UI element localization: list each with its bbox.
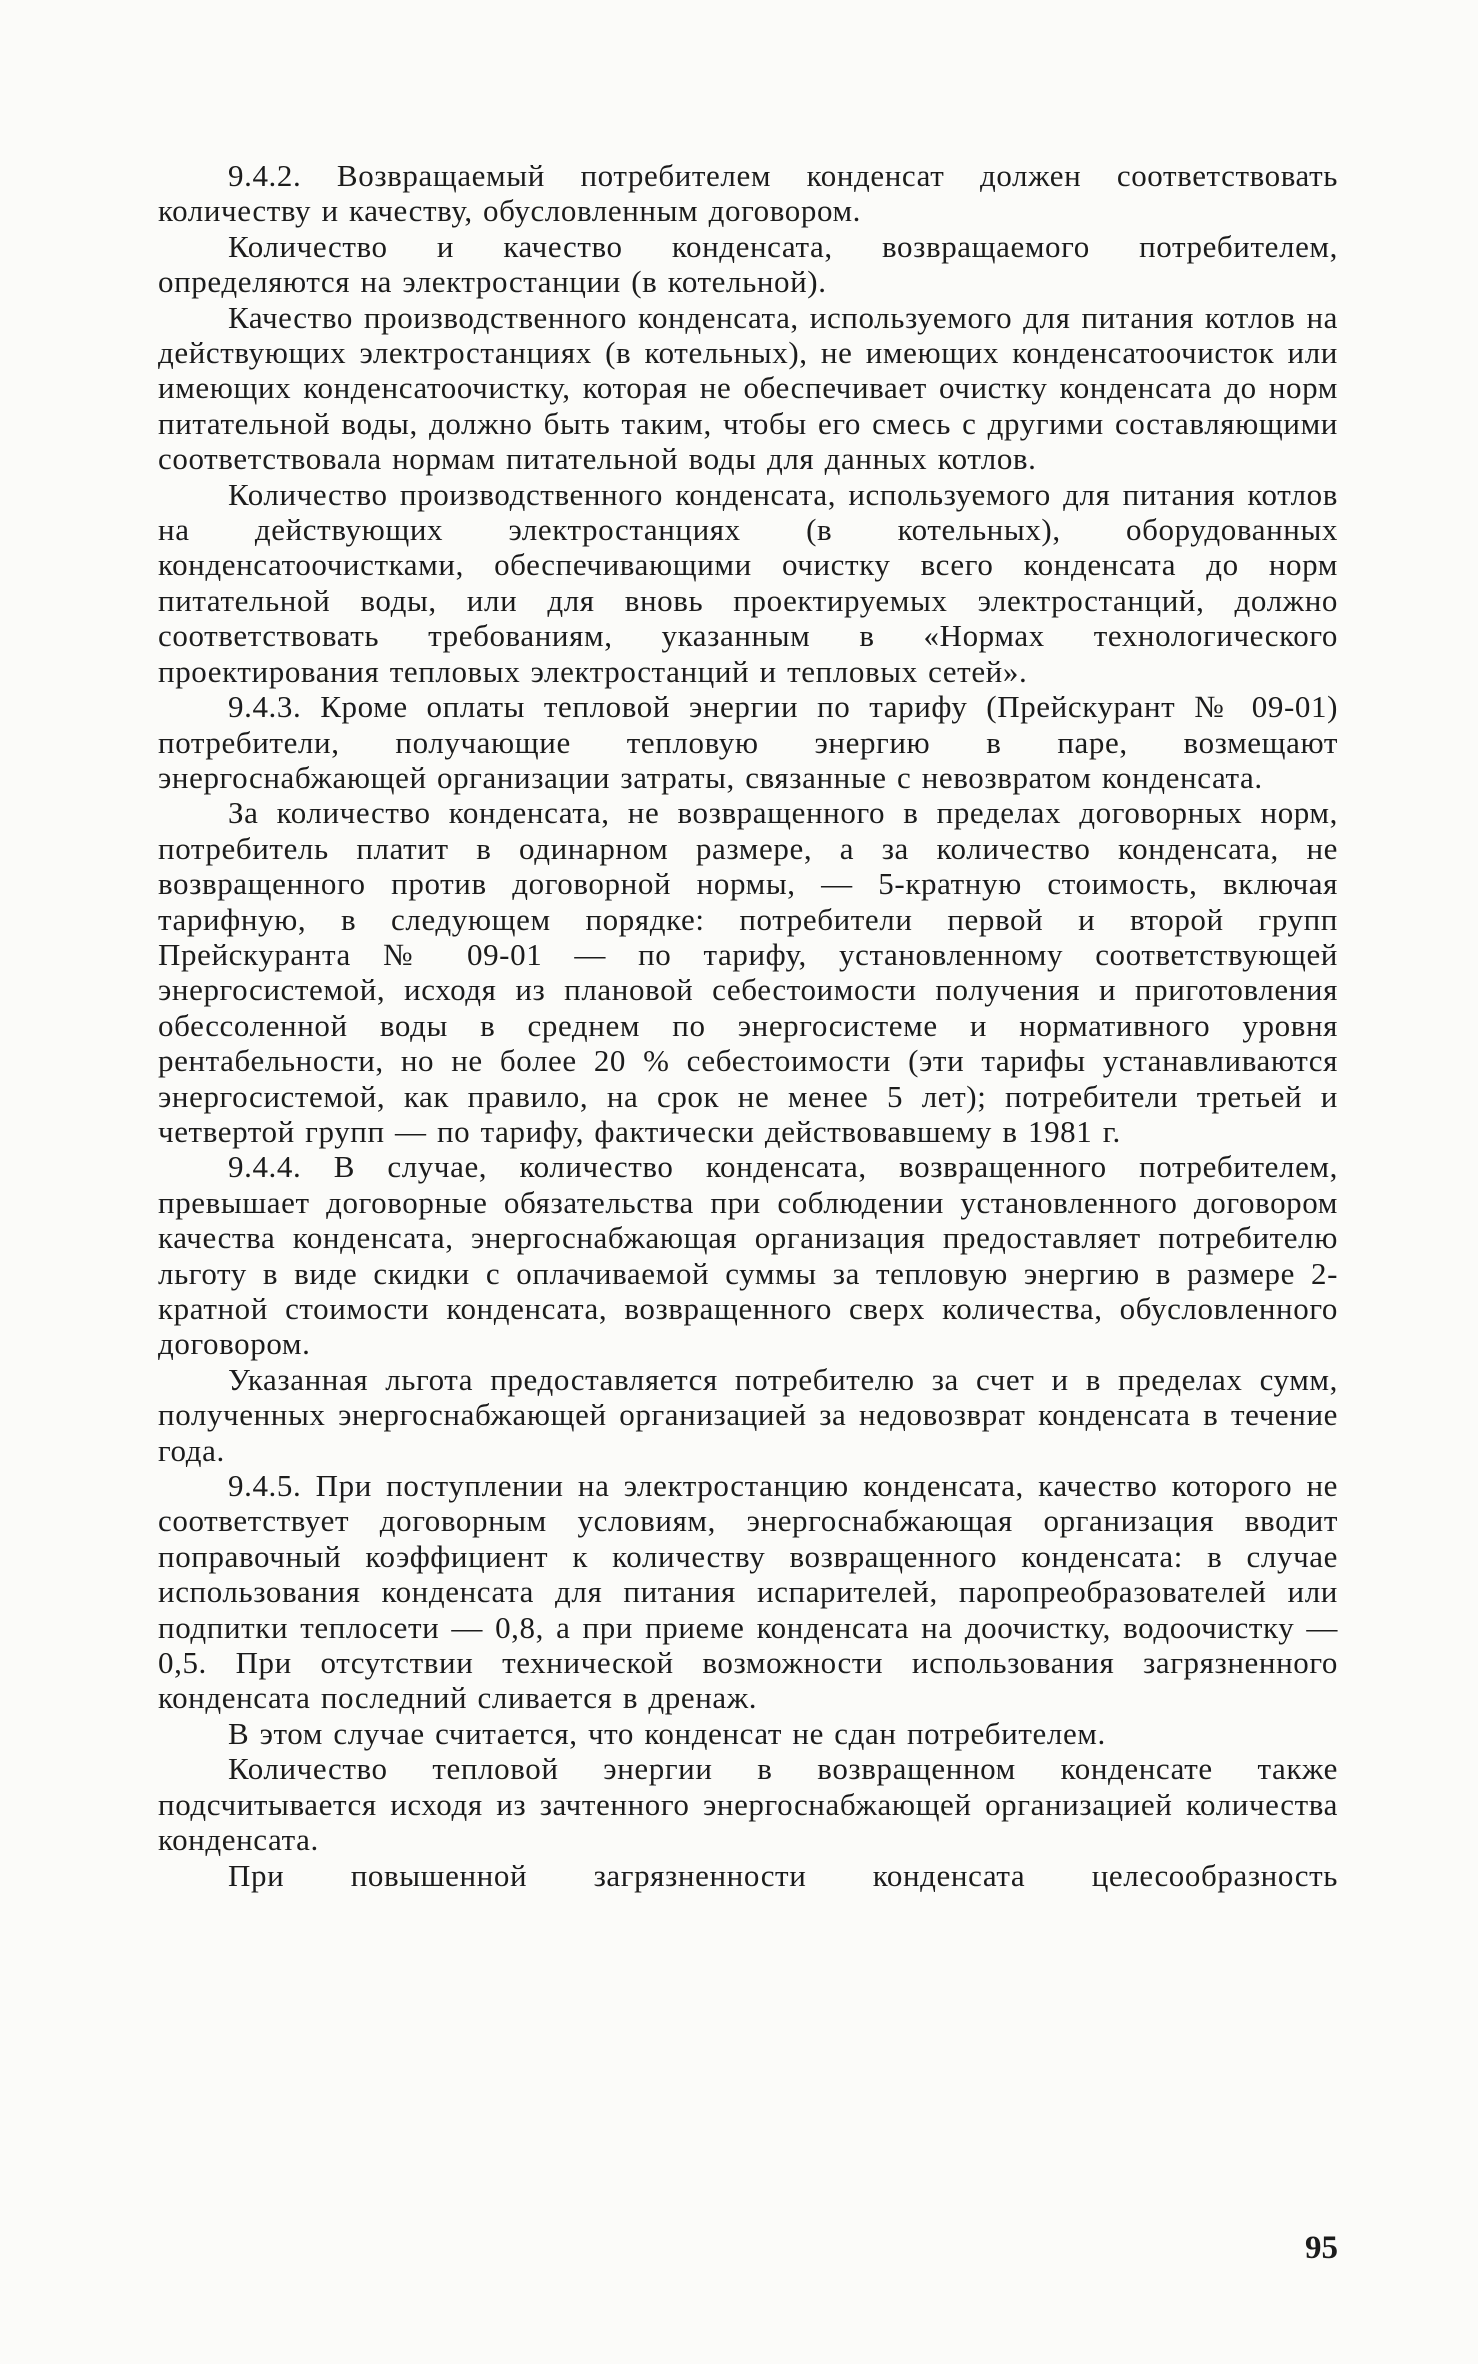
paragraph-continued: При повышенной загрязненности конденсата целесообразность bbox=[228, 1857, 1338, 1893]
paragraph: Количество тепловой энергии в возвращенном конденсате также подсчитывается исходя из зачтенного энергоснабжающей организацией количества конденсата. bbox=[158, 1751, 1338, 1858]
paragraph: Качество производственного конденсата, используемого для питания котлов на действующих электростанциях (в котельных), не имеющих конденсатоочисток или имеющих конденсатоочистку, которая не обеспечивает очистку конденсата до норм питательной воды, должно быть таким, чтобы его смесь с другими составляющими соответствовала нормам питательной воды для данных котлов. bbox=[158, 299, 1338, 477]
paragraph-9-4-3: 9.4.3. Кроме оплаты тепловой энергии по тарифу (Прейскурант № 09-01) потребители, получающие тепловую энергию в паре, возмещают энергоснабжающей организации затраты, связанные с невозвратом конденсата. bbox=[158, 689, 1338, 795]
paragraph: Количество и качество конденсата, возвращаемого потребителем, определяются на электростанции (в котельной). bbox=[158, 228, 1338, 300]
body-text bbox=[158, 158, 1338, 1893]
paragraph: За количество конденсата, не возвращенного в пределах договорных норм, потребитель платит в одинарном размере, а за количество конденсата, не возвращенного против договорной нормы, — 5-кратную стоимость, включая тарифную, в следующем порядке: потребители первой и второй групп Прейскуранта № 09-01 — по тарифу, установленному соответствующей энергосистемой, исходя из плановой себестоимости получения и приготовления обессоленной воды в среднем по энергосистеме и нормативного уровня рентабельности, но не более 20 % себестоимости (эти тарифы устанавливаются энергосистемой, как правило, на срок не менее 5 лет); потребители третьей и четвертой групп — по тарифу, фактически действовавшему в 1981 г. bbox=[158, 795, 1338, 1149]
paragraph: Количество производственного конденсата, используемого для питания котлов на действующих электростанциях (в котельных), оборудованных конденсатоочистками, обеспечивающими очистку всего конденсата до норм питательной воды, или для вновь проектируемых электростанций, должно соответствовать требованиям, указанным в «Нормах технологического проектирования тепловых электростанций и тепловых сетей». bbox=[158, 476, 1338, 689]
paragraph: В этом случае считается, что конденсат не сдан потребителем. bbox=[228, 1715, 1106, 1751]
paragraph-9-4-5: 9.4.5. При поступлении на электростанцию конденсата, качество которого не соответствует договорным условиям, энергоснабжающая организация вводит поправочный коэффициент к количеству возвращенного конденсата: в случае использования конденсата для питания испарителей, паропреобразователей или подпитки теплосети — 0,8, а при приеме конденсата на доочистку, водоочистку — 0,5. При отсутствии технической возможности использования загрязненного конденсата последний сливается в дренаж. bbox=[158, 1468, 1338, 1716]
paragraph: Указанная льгота предоставляется потребителю за счет и в пределах сумм, полученных энергоснабжающей организацией за недовозврат конденсата в течение года. bbox=[158, 1361, 1338, 1468]
page-number: 95 bbox=[1305, 2230, 1338, 2266]
paragraph-9-4-2: 9.4.2. Возвращаемый потребителем конденсат должен соответствовать количеству и качеству, обусловленным договором. bbox=[158, 158, 1338, 229]
paragraph-9-4-4: 9.4.4. В случае, количество конденсата, возвращенного потребителем, превышает договорные обязательства при соблюдении установленного договором качества конденсата, энергоснабжающая организация предоставляет потребителю льготу в виде скидки с оплачиваемой суммы за тепловую энергию в размере 2-кратной стоимости конденсата, возвращенного сверх количества, обусловленного договором. bbox=[158, 1149, 1338, 1362]
